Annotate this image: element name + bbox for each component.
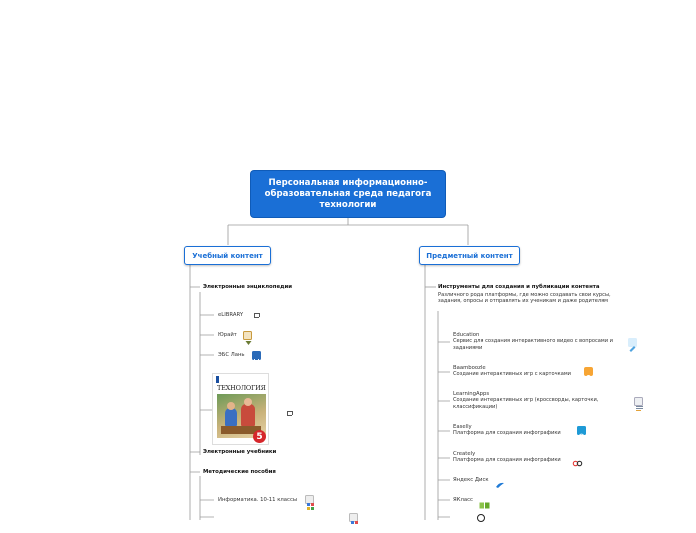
tool-name: Baamboozle	[453, 365, 486, 371]
tool-easelly[interactable]	[453, 424, 578, 437]
tool-creately[interactable]	[453, 451, 573, 464]
tool-education[interactable]	[453, 332, 625, 351]
category-tools-description: Различного рода платформы, где можно создавать свои курсы, задания, опросы и отправлять их ученикам и даже родителям	[438, 292, 611, 305]
tool-name: Creately	[453, 451, 476, 457]
urait-logo-icon	[243, 331, 252, 340]
category-tools[interactable]: Инструменты для создания и публикации контента	[438, 284, 600, 290]
lan-logo-icon	[252, 351, 261, 360]
item-ebs-lan[interactable]: ЭБС Лань	[218, 352, 245, 358]
main-node-subject-content[interactable]	[419, 246, 520, 265]
tool-description: Платформа для создания инфографики	[453, 430, 561, 437]
book-spine-mark	[216, 376, 219, 383]
book-colors-icon	[349, 513, 358, 522]
circle-logo-icon	[477, 514, 485, 522]
tool-partially-visible	[453, 515, 473, 520]
tool-name: Easelly	[453, 424, 472, 430]
textbook-cover-image[interactable]	[212, 373, 269, 445]
tool-description: Сервис для создания интерактивного видео с вопросами и заданиями	[453, 338, 613, 351]
tool-name: Education	[453, 332, 480, 338]
item-informatics[interactable]: Информатика. 10-11 классы	[218, 497, 298, 503]
category-methods[interactable]: Методические пособия	[203, 469, 276, 475]
item-elibrary[interactable]: eLIBRARY	[218, 312, 244, 318]
tool-yandex-disk[interactable]: Яндекс Диск	[453, 477, 489, 483]
learningapps-icon	[634, 397, 643, 406]
item-partially-visible	[218, 514, 318, 520]
tool-description: Создание интерактивных игр с карточками	[453, 371, 571, 378]
main-node-label: Учебный контент	[192, 251, 263, 260]
book-title: ТЕХНОЛОГИЯ	[217, 384, 266, 392]
easelly-icon	[577, 426, 586, 435]
tool-description: Платформа для создания инфографики	[453, 457, 561, 464]
external-link-icon[interactable]	[254, 313, 259, 318]
root-title: Персональная информационно-образовательная среда педагога технологии	[264, 177, 432, 210]
tool-name: LearningApps	[453, 391, 490, 397]
category-encyclopedias[interactable]: Электронные энциклопедии	[203, 284, 293, 290]
tool-baamboozle[interactable]	[453, 365, 588, 378]
category-textbooks[interactable]: Электронные учебники	[203, 449, 277, 455]
edpuzzle-icon	[628, 338, 637, 347]
baamboozle-icon	[584, 367, 593, 376]
tool-yaklass[interactable]: ЯКласс	[453, 497, 473, 503]
tool-description: Создание интерактивных игр (кроссворды, карточки, классификации)	[453, 397, 599, 410]
tool-learningapps[interactable]	[453, 391, 628, 410]
item-urait[interactable]: Юрайт	[218, 332, 237, 338]
book-colors-icon	[305, 495, 314, 504]
root-node[interactable]	[251, 171, 445, 217]
book-grade-badge: 5	[253, 430, 266, 443]
main-node-educational-content[interactable]	[184, 246, 271, 265]
main-node-label: Предметный контент	[426, 251, 513, 260]
yandex-disk-icon	[495, 475, 504, 484]
yaklass-icon	[479, 495, 488, 504]
external-link-icon[interactable]	[287, 411, 292, 416]
creately-icon	[572, 453, 581, 462]
